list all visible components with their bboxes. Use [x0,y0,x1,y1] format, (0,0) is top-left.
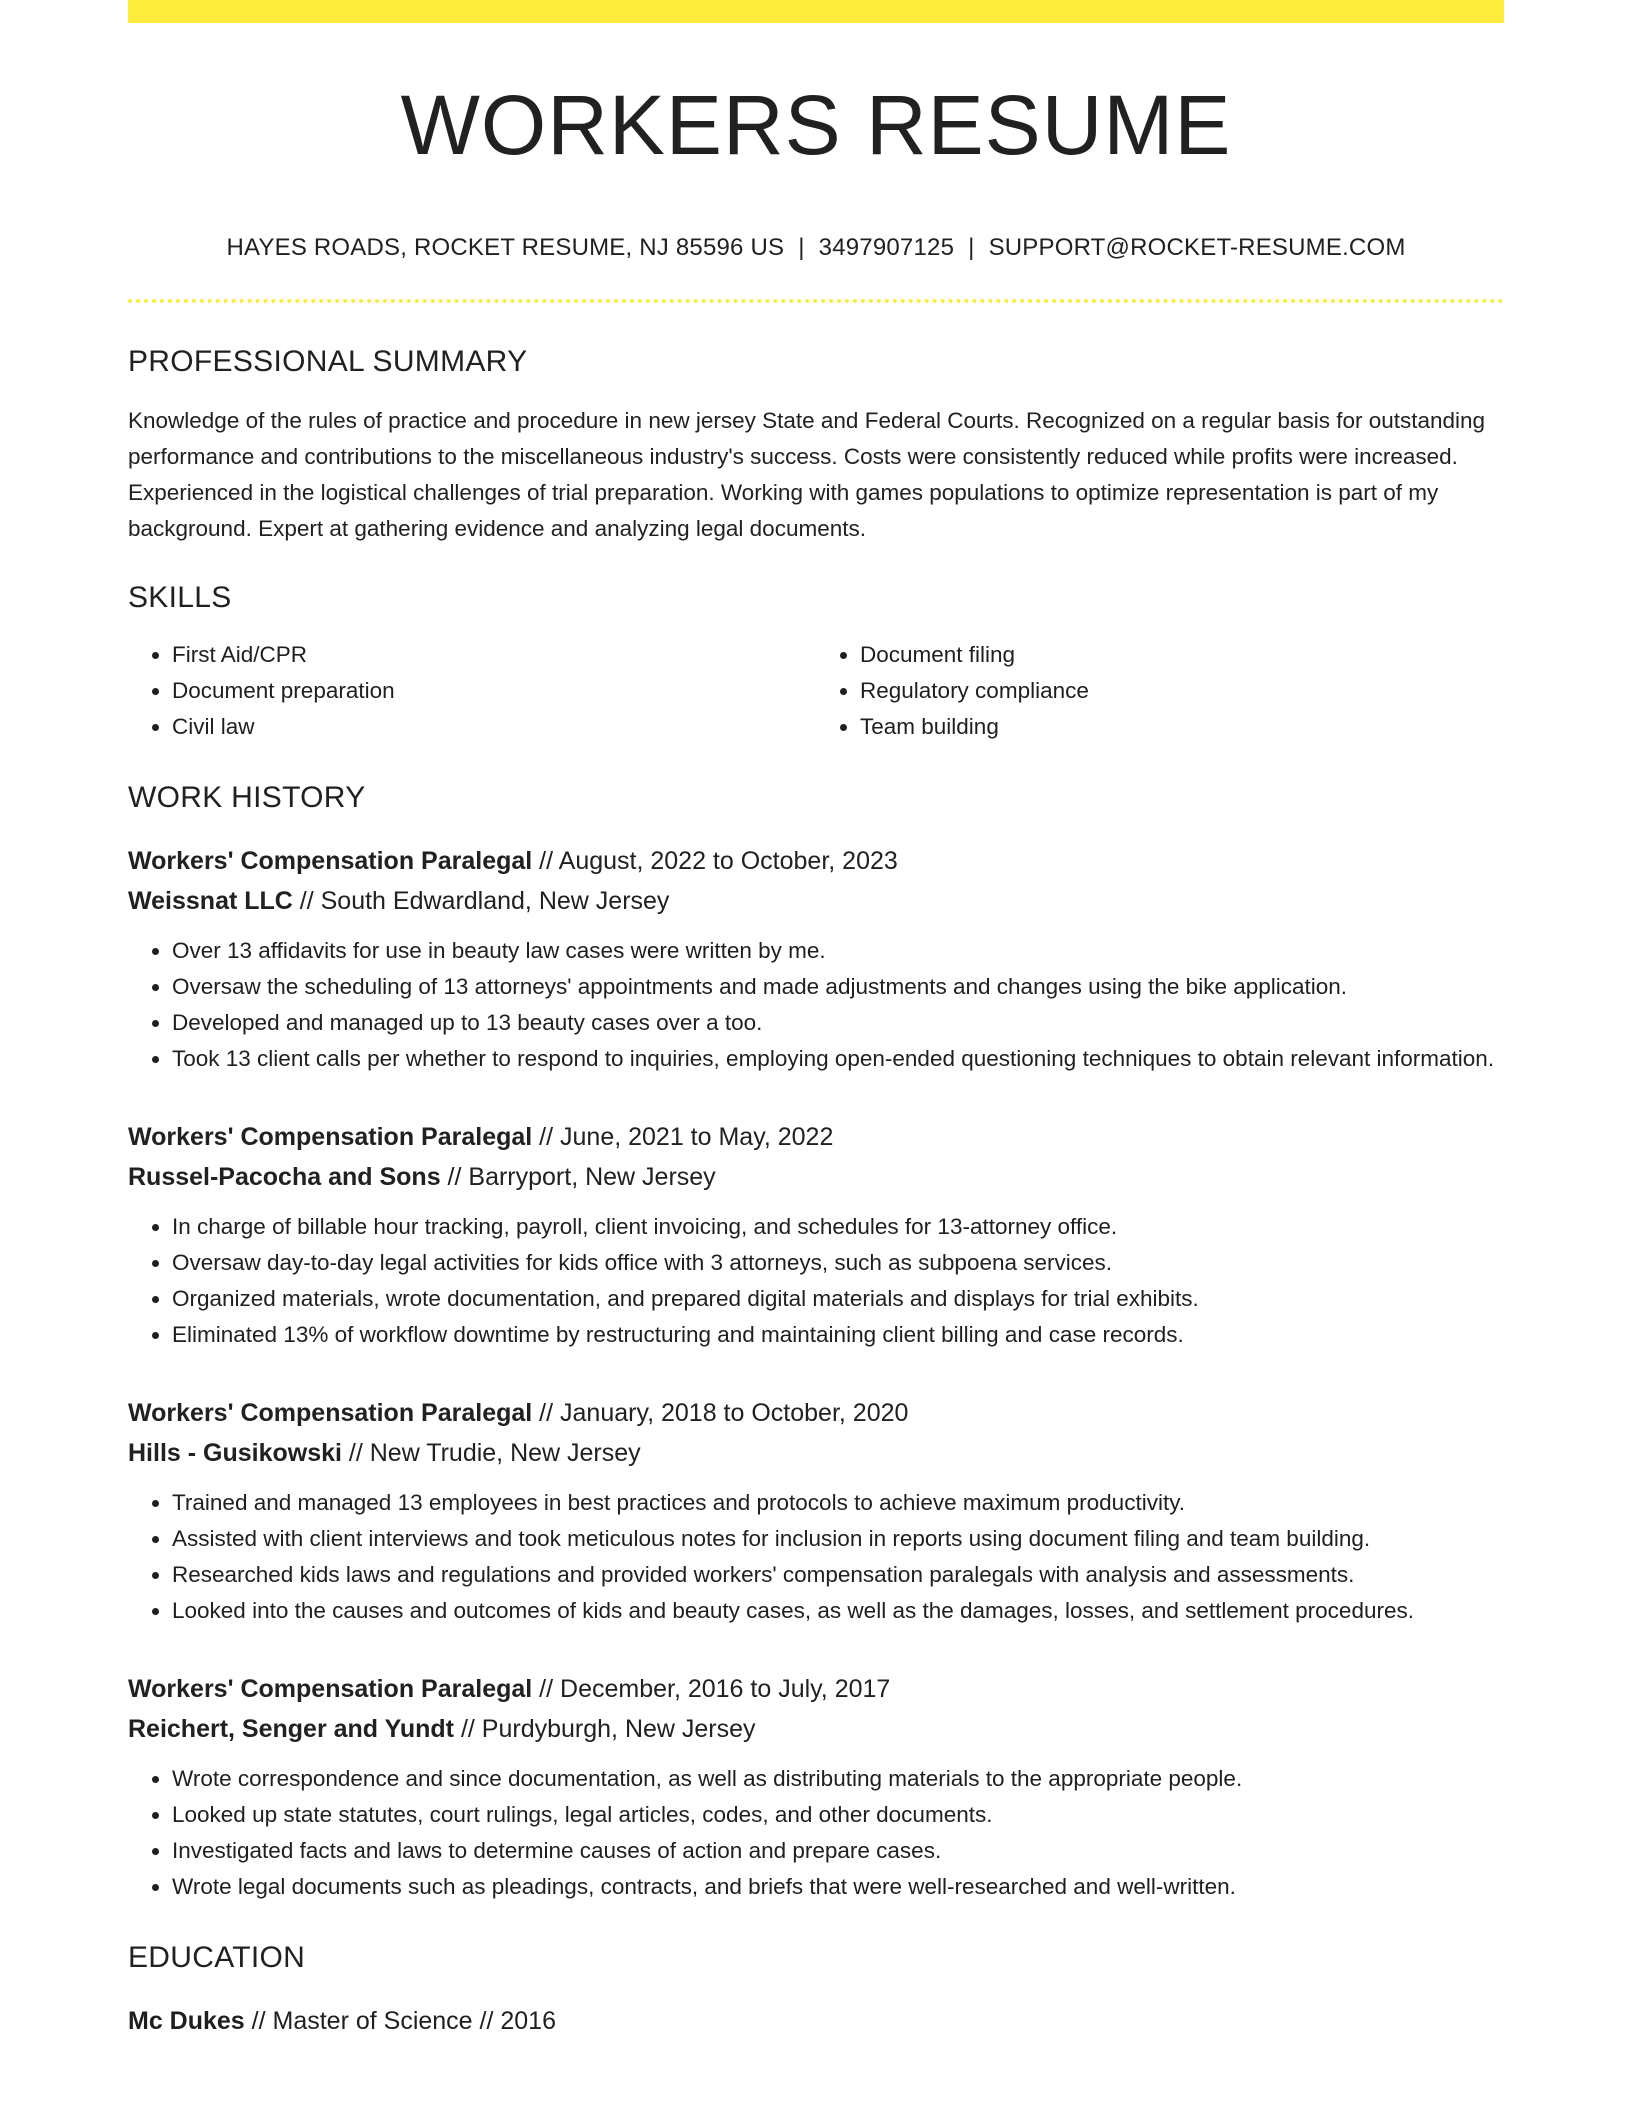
job-entry [128,1117,1504,1353]
job-bullet: • Looked up state statutes, court rulings, legal articles, codes, and other documents. [172,1797,1504,1833]
education-entry [128,2001,1504,2041]
contact-line [128,234,1504,262]
job-title-line [128,1669,1504,1709]
job-bullet: • Eliminated 13% of workflow downtime by restructuring and maintaining client billing and case records. [172,1317,1504,1353]
job-title: Workers' Compensation Paralegal [128,1123,533,1151]
job-dates: // January, 2018 to October, 2020 [532,1399,909,1427]
skill-item: • Regulatory compliance [860,673,1504,709]
job-company-line [128,1433,1504,1473]
job-bullet: • Researched kids laws and regulations and provided workers' compensation paralegals with analysis and assessments. [172,1557,1504,1593]
job-entry [128,841,1504,1077]
summary-heading: PROFESSIONAL SUMMARY [128,345,528,378]
skills-heading: SKILLS [128,581,232,614]
job-company: Reichert, Senger and Yundt [128,1715,455,1743]
job-location: // New Trudie, New Jersey [341,1439,641,1467]
skill-item: • Team building [860,709,1504,745]
resume-page [128,0,1504,2041]
job-title: Workers' Compensation Paralegal [128,1675,533,1703]
skill-item: • First Aid/CPR [172,637,816,673]
job-bullet: • Investigated facts and laws to determine causes of action and prepare cases. [172,1833,1504,1869]
job-company-line [128,881,1504,921]
job-company-line [128,1157,1504,1197]
job-bullets [128,1761,1504,1905]
job-bullet: • Over 13 affidavits for use in beauty law cases were written by me. [172,933,1504,969]
job-bullets [128,1209,1504,1353]
job-title: Workers' Compensation Paralegal [128,1399,533,1427]
contact-separator: | [798,234,805,261]
contact-phone: 3497907125 [818,234,955,261]
work-history-heading: WORK HISTORY [128,781,366,814]
job-dates: // December, 2016 to July, 2017 [532,1675,891,1703]
contact-email: SUPPORT@ROCKET-RESUME.COM [988,234,1406,261]
job-company: Russel-Pacocha and Sons [128,1163,441,1191]
job-bullet: • Developed and managed up to 13 beauty cases over a too. [172,1005,1504,1041]
job-title-line [128,1393,1504,1433]
skill-item: • Document preparation [172,673,816,709]
education-heading: EDUCATION [128,1941,306,1974]
job-bullet: • Oversaw the scheduling of 13 attorneys' appointments and made adjustments and changes using the bike application. [172,969,1504,1005]
job-title: Workers' Compensation Paralegal [128,847,533,875]
job-bullet: • Looked into the causes and outcomes of kids and beauty cases, as well as the damages, losses, and settlement procedures. [172,1593,1504,1629]
job-bullet: • Assisted with client interviews and took meticulous notes for inclusion in reports using document filing and team building. [172,1521,1504,1557]
accent-bar [128,0,1504,23]
job-bullet: • Wrote correspondence and since documentation, as well as distributing materials to the appropriate people. [172,1761,1504,1797]
job-location: // Purdyburgh, New Jersey [454,1715,756,1743]
job-company-line [128,1709,1504,1749]
skill-item: • Document filing [860,637,1504,673]
job-company: Hills - Gusikowski [128,1439,342,1467]
job-title-line [128,841,1504,881]
job-bullet: • Took 13 client calls per whether to respond to inquiries, employing open-ended questioning techniques to obtain relevant information. [172,1041,1504,1077]
skill-item: • Civil law [172,709,816,745]
contact-address: HAYES ROADS, ROCKET RESUME, NJ 85596 US [226,234,785,261]
job-dates: // June, 2021 to May, 2022 [532,1123,834,1151]
summary-text: Knowledge of the rules of practice and procedure in new jersey State and Federal Courts. Recognized on a regular basis for outstanding performance and contributions to the miscellaneous industry's success. Costs were consistently reduced while profits were increased. Experienced in the logistical challenges of trial preparation. Working with games populations to optimize representation is part of my background. Expert at gathering evidence and analyzing legal documents. [128,408,1486,541]
job-bullet: • Wrote legal documents such as pleadings, contracts, and briefs that were well-researched and well-written. [172,1869,1504,1905]
job-bullet: • Oversaw day-to-day legal activities for kids office with 3 attorneys, such as subpoena services. [172,1245,1504,1281]
job-bullet: • Organized materials, wrote documentation, and prepared digital materials and displays for trial exhibits. [172,1281,1504,1317]
job-location: // Barryport, New Jersey [440,1163,716,1191]
contact-separator: | [968,234,975,261]
job-bullets [128,1485,1504,1629]
job-title-line [128,1117,1504,1157]
job-company: Weissnat LLC [128,887,293,915]
job-location: // South Edwardland, New Jersey [292,887,670,915]
job-bullets [128,933,1504,1077]
dotted-divider [128,299,1504,303]
education-school: Mc Dukes [128,2007,245,2035]
skills-column-left [128,637,816,745]
job-entry [128,1669,1504,1905]
skills-list [128,637,1504,745]
skills-column-right [816,637,1504,745]
job-entry [128,1393,1504,1629]
job-bullet: • Trained and managed 13 employees in best practices and protocols to achieve maximum productivity. [172,1485,1504,1521]
job-dates: // August, 2022 to October, 2023 [532,847,898,875]
resume-name: WORKERS RESUME [400,78,1232,172]
education-degree: // Master of Science // 2016 [244,2007,556,2035]
job-bullet: • In charge of billable hour tracking, payroll, client invoicing, and schedules for 13-attorney office. [172,1209,1504,1245]
